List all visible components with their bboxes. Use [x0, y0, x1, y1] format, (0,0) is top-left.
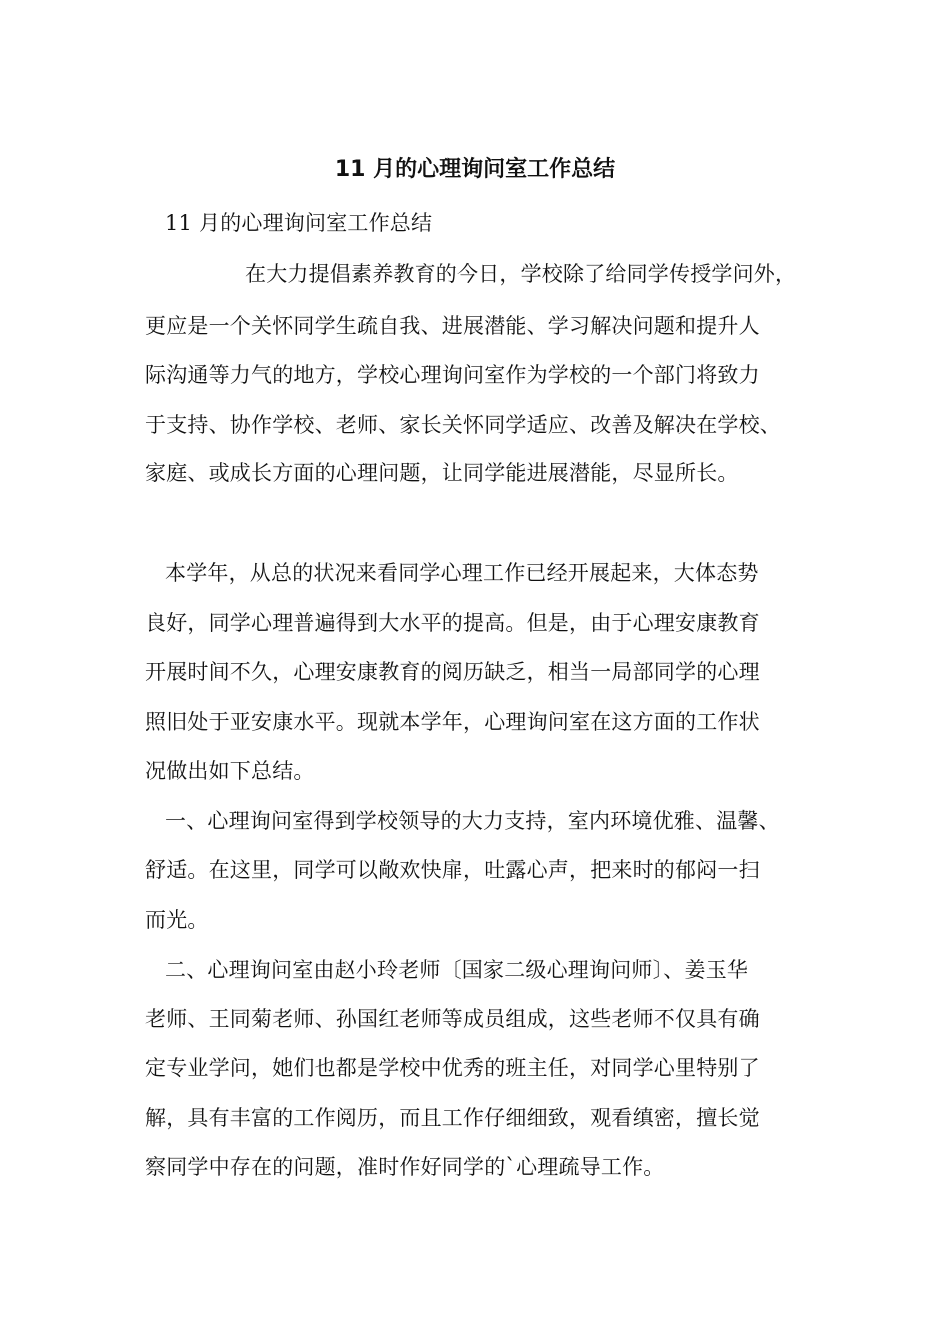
- paragraph-3-line: 一、心理询问室得到学校领导的大力支持，室内环境优雅、温馨、: [165, 809, 780, 833]
- paragraph-1-line: 在大力提倡素养教育的今日，学校除了给同学传授学问外，: [245, 262, 797, 286]
- paragraph-1-line: 更应是一个关怀同学生疏自我、进展潜能、学习解决问题和提升人: [145, 314, 760, 338]
- document-subtitle: 11 月的心理询问室工作总结: [165, 211, 433, 235]
- paragraph-2-line: 照旧处于亚安康水平。现就本学年，心理询问室在这方面的工作状: [145, 710, 760, 734]
- paragraph-1-line: 于支持、协作学校、老师、家长关怀同学适应、改善及解决在学校、: [145, 413, 781, 437]
- paragraph-4-line: 二、心理询问室由赵小玲老师〔国家二级心理询问师〕、姜玉华: [165, 958, 749, 982]
- paragraph-4-line: 老师、王同菊老师、孙国红老师等成员组成，这些老师不仅具有确: [145, 1007, 760, 1031]
- paragraph-2-line: 开展时间不久，心理安康教育的阅历缺乏，相当一局部同学的心理: [145, 660, 760, 684]
- paragraph-2-line: 况做出如下总结。: [145, 759, 315, 783]
- paragraph-2-line: 良好，同学心理普遍得到大水平的提高。但是，由于心理安康教育: [145, 611, 760, 635]
- paragraph-2-line: 本学年，从总的状况来看同学心理工作已经开展起来，大体态势: [165, 561, 759, 585]
- paragraph-3-line: 而光。: [145, 908, 209, 932]
- paragraph-4-line: 解，具有丰富的工作阅历，而且工作仔细细致，观看缜密，擅长觉: [145, 1106, 760, 1130]
- paragraph-1-line: 家庭、或成长方面的心理问题，让同学能进展潜能，尽显所长。: [145, 461, 739, 485]
- paragraph-4-line: 定专业学问，她们也都是学校中优秀的班主任，对同学心里特别了: [145, 1056, 760, 1080]
- paragraph-4-line: 察同学中存在的问题，准时作好同学的`心理疏导工作。: [145, 1155, 665, 1179]
- document-title: 11 月的心理询问室工作总结: [334, 157, 616, 182]
- paragraph-1-line: 际沟通等力气的地方，学校心理询问室作为学校的一个部门将致力: [145, 363, 760, 387]
- paragraph-3-line: 舒适。在这里，同学可以敞欢快扉，吐露心声，把来时的郁闷一扫: [145, 858, 760, 882]
